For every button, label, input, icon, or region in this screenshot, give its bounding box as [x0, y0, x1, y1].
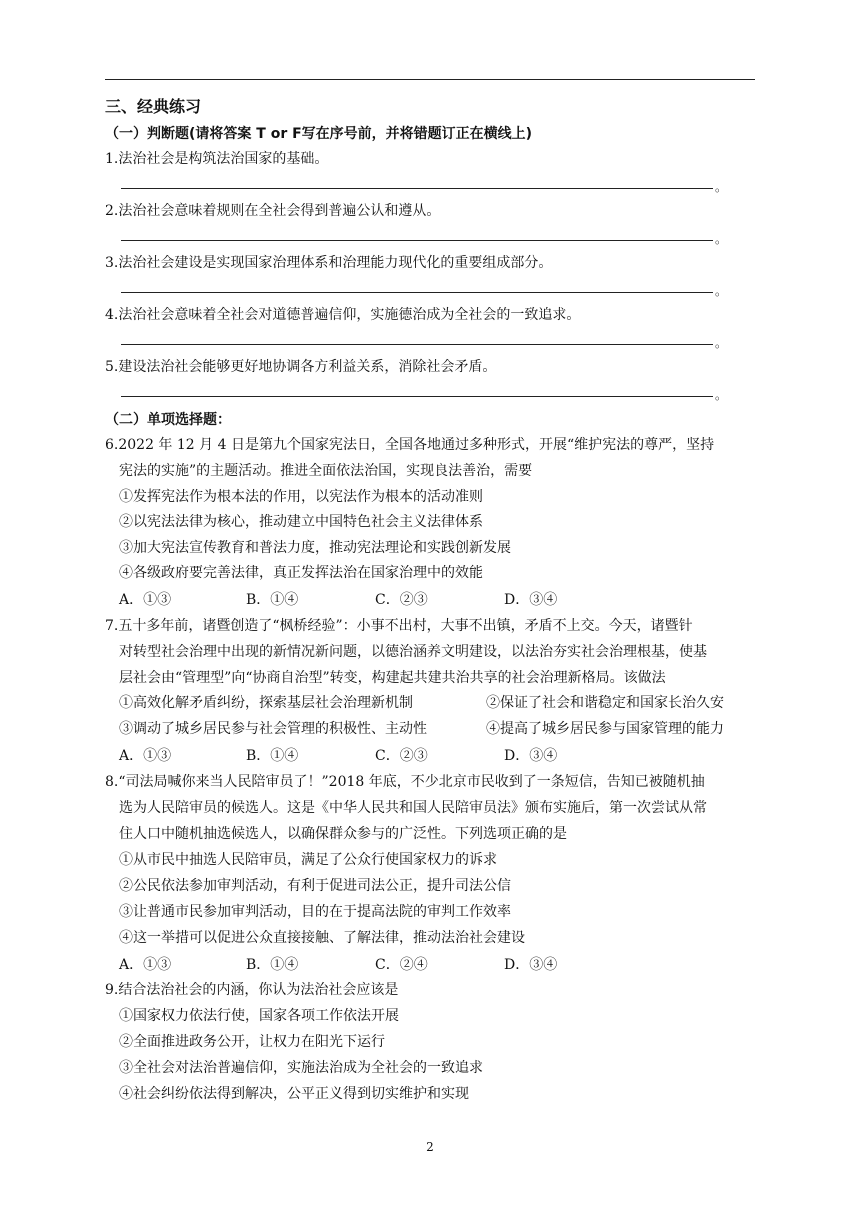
q6-stem-line-2: 宪法的实施”的主题活动。推进全面依法治国，实现良法善治，需要: [119, 463, 533, 479]
q6-statement-4: ④各级政府要完善法律，真正发挥法治在国家治理中的效能: [119, 565, 483, 581]
answer-line-5[interactable]: [121, 396, 713, 397]
q8-option-c[interactable]: C．②④: [375, 957, 428, 973]
q6-stem-line-1: 6.2022 年 12 月 4 日是第九个国家宪法日，全国各地通过多种形式，开展“维护宪法的尊严，坚持: [105, 437, 715, 453]
answer-period: 。: [715, 336, 728, 350]
q6-statement-1: ①发挥宪法作为根本法的作用，以宪法作为根本的活动准则: [119, 489, 483, 505]
q7-statement-3: ③调动了城乡居民参与社会管理的积极性、主动性: [119, 721, 427, 737]
choice-heading: （二）单项选择题：: [105, 412, 231, 428]
judge-item-2: 2.法治社会意味着规则在全社会得到普遍公认和遵从。: [105, 203, 441, 219]
q8-option-d[interactable]: D．③④: [504, 957, 558, 973]
q7-statement-4: ④提高了城乡居民参与国家管理的能力: [486, 721, 724, 737]
answer-period: 。: [715, 180, 728, 194]
answer-line-3[interactable]: [121, 292, 713, 293]
q7-statement-2: ②保证了社会和谐稳定和国家长治久安: [486, 695, 724, 711]
q9-statement-1: ①国家权力依法行使，国家各项工作依法开展: [119, 1008, 399, 1024]
q9-statement-3: ③全社会对法治普遍信仰，实施法治成为全社会的一致追求: [119, 1060, 483, 1076]
judge-heading: （一）判断题(请将答案 T or F写在序号前，并将错题订正在横线上): [105, 126, 533, 142]
q6-statement-2: ②以宪法法律为核心，推动建立中国特色社会主义法律体系: [119, 514, 483, 530]
q8-statement-1: ①从市民中抽选人民陪审员，满足了公众行使国家权力的诉求: [119, 852, 497, 868]
answer-period: 。: [715, 388, 728, 402]
q8-statement-4: ④这一举措可以促进公众直接接触、了解法律，推动法治社会建设: [119, 930, 525, 946]
judge-item-3: 3.法治社会建设是实现国家治理体系和治理能力现代化的重要组成部分。: [105, 255, 553, 271]
q6-option-a[interactable]: A．①③: [119, 592, 172, 608]
q8-option-a[interactable]: A．①③: [119, 957, 172, 973]
answer-line-2[interactable]: [121, 240, 713, 241]
q6-option-c[interactable]: C．②③: [375, 592, 428, 608]
answer-line-1[interactable]: [121, 188, 713, 189]
q7-option-c[interactable]: C．②③: [375, 748, 428, 764]
q7-stem-line-2: 对转型社会治理中出现的新情况新问题，以德治涵养文明建设，以法治夯实社会治理根基，使基: [119, 644, 707, 660]
q6-option-d[interactable]: D．③④: [504, 592, 558, 608]
header-rule: [105, 79, 755, 80]
q9-stem-line-1: 9.结合法治社会的内涵，你认为法治社会应该是: [105, 982, 399, 998]
q6-option-b[interactable]: B．①④: [246, 592, 299, 608]
section-title: 三、经典练习: [105, 97, 202, 116]
page-number: 2: [426, 1140, 434, 1154]
q8-stem-line-1: 8.“司法局喊你来当人民陪审员了！”2018 年底，不少北京市民收到了一条短信，告知已被随机抽: [105, 774, 705, 790]
q7-statement-1: ①高效化解矛盾纠纷，探索基层社会治理新机制: [119, 695, 413, 711]
q7-option-b[interactable]: B．①④: [246, 748, 299, 764]
q8-option-b[interactable]: B．①④: [246, 957, 299, 973]
judge-item-5: 5.建设法治社会能够更好地协调各方利益关系，消除社会矛盾。: [105, 359, 497, 375]
q8-stem-line-2: 选为人民陪审员的候选人。这是《中华人民共和国人民陪审员法》颁布实施后，第一次尝试从常: [119, 800, 707, 816]
q9-statement-4: ④社会纠纷依法得到解决，公平正义得到切实维护和实现: [119, 1086, 469, 1102]
q7-option-a[interactable]: A．①③: [119, 748, 172, 764]
q8-statement-2: ②公民依法参加审判活动，有利于促进司法公正，提升司法公信: [119, 878, 511, 894]
q9-statement-2: ②全面推进政务公开，让权力在阳光下运行: [119, 1034, 385, 1050]
answer-period: 。: [715, 232, 728, 246]
q8-statement-3: ③让普通市民参加审判活动，目的在于提高法院的审判工作效率: [119, 904, 511, 920]
q7-stem-line-3: 层社会由“管理型”向“协商自治型”转变，构建起共建共治共享的社会治理新格局。该做法: [119, 670, 666, 686]
q8-stem-line-3: 住人口中随机抽选候选人，以确保群众参与的广泛性。下列选项正确的是: [119, 826, 567, 842]
answer-line-4[interactable]: [121, 344, 713, 345]
q6-statement-3: ③加大宪法宣传教育和普法力度，推动宪法理论和实践创新发展: [119, 540, 511, 556]
judge-item-1: 1.法治社会是构筑法治国家的基础。: [105, 151, 329, 167]
judge-item-4: 4.法治社会意味着全社会对道德普遍信仰，实施德治成为全社会的一致追求。: [105, 307, 581, 323]
q7-stem-line-1: 7.五十多年前，诸暨创造了“枫桥经验”：小事不出村，大事不出镇，矛盾不上交。今天，诸暨针: [105, 618, 693, 634]
q7-option-d[interactable]: D．③④: [504, 748, 558, 764]
answer-period: 。: [715, 284, 728, 298]
